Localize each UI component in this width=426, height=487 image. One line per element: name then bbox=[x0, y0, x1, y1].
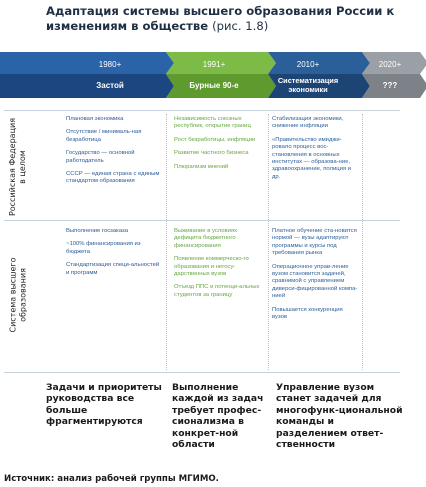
era-shape-1980-bottom bbox=[0, 74, 174, 98]
timeline-arrow bbox=[0, 52, 426, 102]
row-label-higher-education-line1: Система высшего bbox=[8, 257, 18, 333]
era-name-2010-line: Систематизация bbox=[277, 76, 339, 85]
row-label-russia bbox=[4, 118, 32, 216]
cell-education-1991 bbox=[174, 228, 266, 305]
era-label-1980: 1980+ bbox=[98, 60, 122, 69]
list-item: Повышается конкуренция вузов bbox=[272, 306, 343, 321]
list-item: «Правительство имиджи-ровало процесс вос-становления в основных институтах — образова-ние, здравоохранение, полиция и др. bbox=[272, 136, 352, 180]
row-label-higher-education-line2: образования bbox=[18, 268, 28, 322]
source-note: Источник: анализ рабочей группы МГИМО. bbox=[4, 474, 219, 484]
era-label-1991: 1991+ bbox=[202, 60, 226, 69]
era-label-2020: 2020+ bbox=[378, 60, 402, 69]
list-item: Выживание в условиях дефицита бюджетного финансирования bbox=[174, 228, 238, 249]
era-shape-1980 bbox=[0, 52, 174, 74]
list-item: Плюрализм мнений bbox=[174, 163, 229, 170]
list-item: ~100% финансирования из бюджета bbox=[66, 241, 141, 255]
list-item: Отсутствие / минималь-ная безработица bbox=[66, 129, 142, 143]
list-item: Платное обучение ста-новится нормой — вузы адаптируют программы и курсы под требования рынка bbox=[272, 228, 357, 257]
cell-russia-1980 bbox=[66, 116, 162, 192]
chart-title-ref: (рис. 1.8) bbox=[212, 19, 269, 33]
list-item: Плановая экономика bbox=[66, 116, 124, 122]
row-label-russia-line1: Российская Федерация bbox=[8, 117, 18, 217]
list-item: Отъезд ППС и потенци-альных студентов за границу bbox=[174, 284, 260, 298]
list-item: Появление коммерческо-го образования и негосу-дарственных вузов bbox=[174, 256, 249, 278]
column-divider-2 bbox=[268, 114, 269, 370]
column-divider-1 bbox=[166, 114, 167, 370]
outcome-1980: Задачи и приоритеты руководства все больше фрагментируются bbox=[46, 382, 162, 428]
cell-russia-2010 bbox=[272, 116, 358, 187]
era-name-2020: ??? bbox=[382, 81, 398, 90]
list-item: Операционное управ-ление вузом становится задачей, сравнимой с управлением диверси-фицированной компа-нией bbox=[272, 263, 358, 300]
row-label-higher-education bbox=[4, 224, 32, 366]
column-divider-3 bbox=[362, 114, 363, 370]
outcome-2010: Управление вузом станет задачей для многофунк-циональной команды и разделением ответ-ственности bbox=[276, 382, 403, 451]
cell-russia-1991 bbox=[174, 116, 266, 177]
cell-education-1980 bbox=[66, 228, 162, 283]
era-name-1991: Бурные 90-е bbox=[189, 81, 239, 90]
outcome-1991: Выполнение каждой из задач требует профес-сионализма в конкрет-ной области bbox=[172, 382, 264, 451]
era-name-1980: Застой bbox=[96, 81, 124, 90]
chart-title bbox=[46, 4, 421, 34]
list-item: Развитие частного бизнеса bbox=[174, 150, 249, 157]
row-divider-middle bbox=[4, 220, 400, 221]
chart-title-text: Адаптация системы высшего образования России к изменениям в обществе bbox=[46, 4, 395, 33]
row-divider-top bbox=[4, 110, 400, 111]
list-item: Стабилизация экономики, снижение инфляции bbox=[272, 116, 344, 130]
list-item: Рост безработицы, инфляции bbox=[174, 136, 256, 143]
list-item: СССР — единая страна с единым стандартом образования bbox=[66, 171, 160, 185]
row-divider-bottom bbox=[4, 372, 400, 373]
era-name-2010-line: экономики bbox=[288, 85, 328, 94]
cell-education-2010 bbox=[272, 228, 358, 327]
row-label-russia-line2: в целом bbox=[18, 150, 28, 184]
list-item: Выполнение госзаказа bbox=[66, 228, 129, 234]
list-item: Государство — основной работодатель bbox=[66, 150, 135, 164]
list-item: Стандартизация специ-альностей и программ bbox=[66, 262, 160, 276]
list-item: Независимость союзных республик, открытие границ bbox=[174, 116, 251, 130]
era-label-2010: 2010+ bbox=[296, 60, 320, 69]
